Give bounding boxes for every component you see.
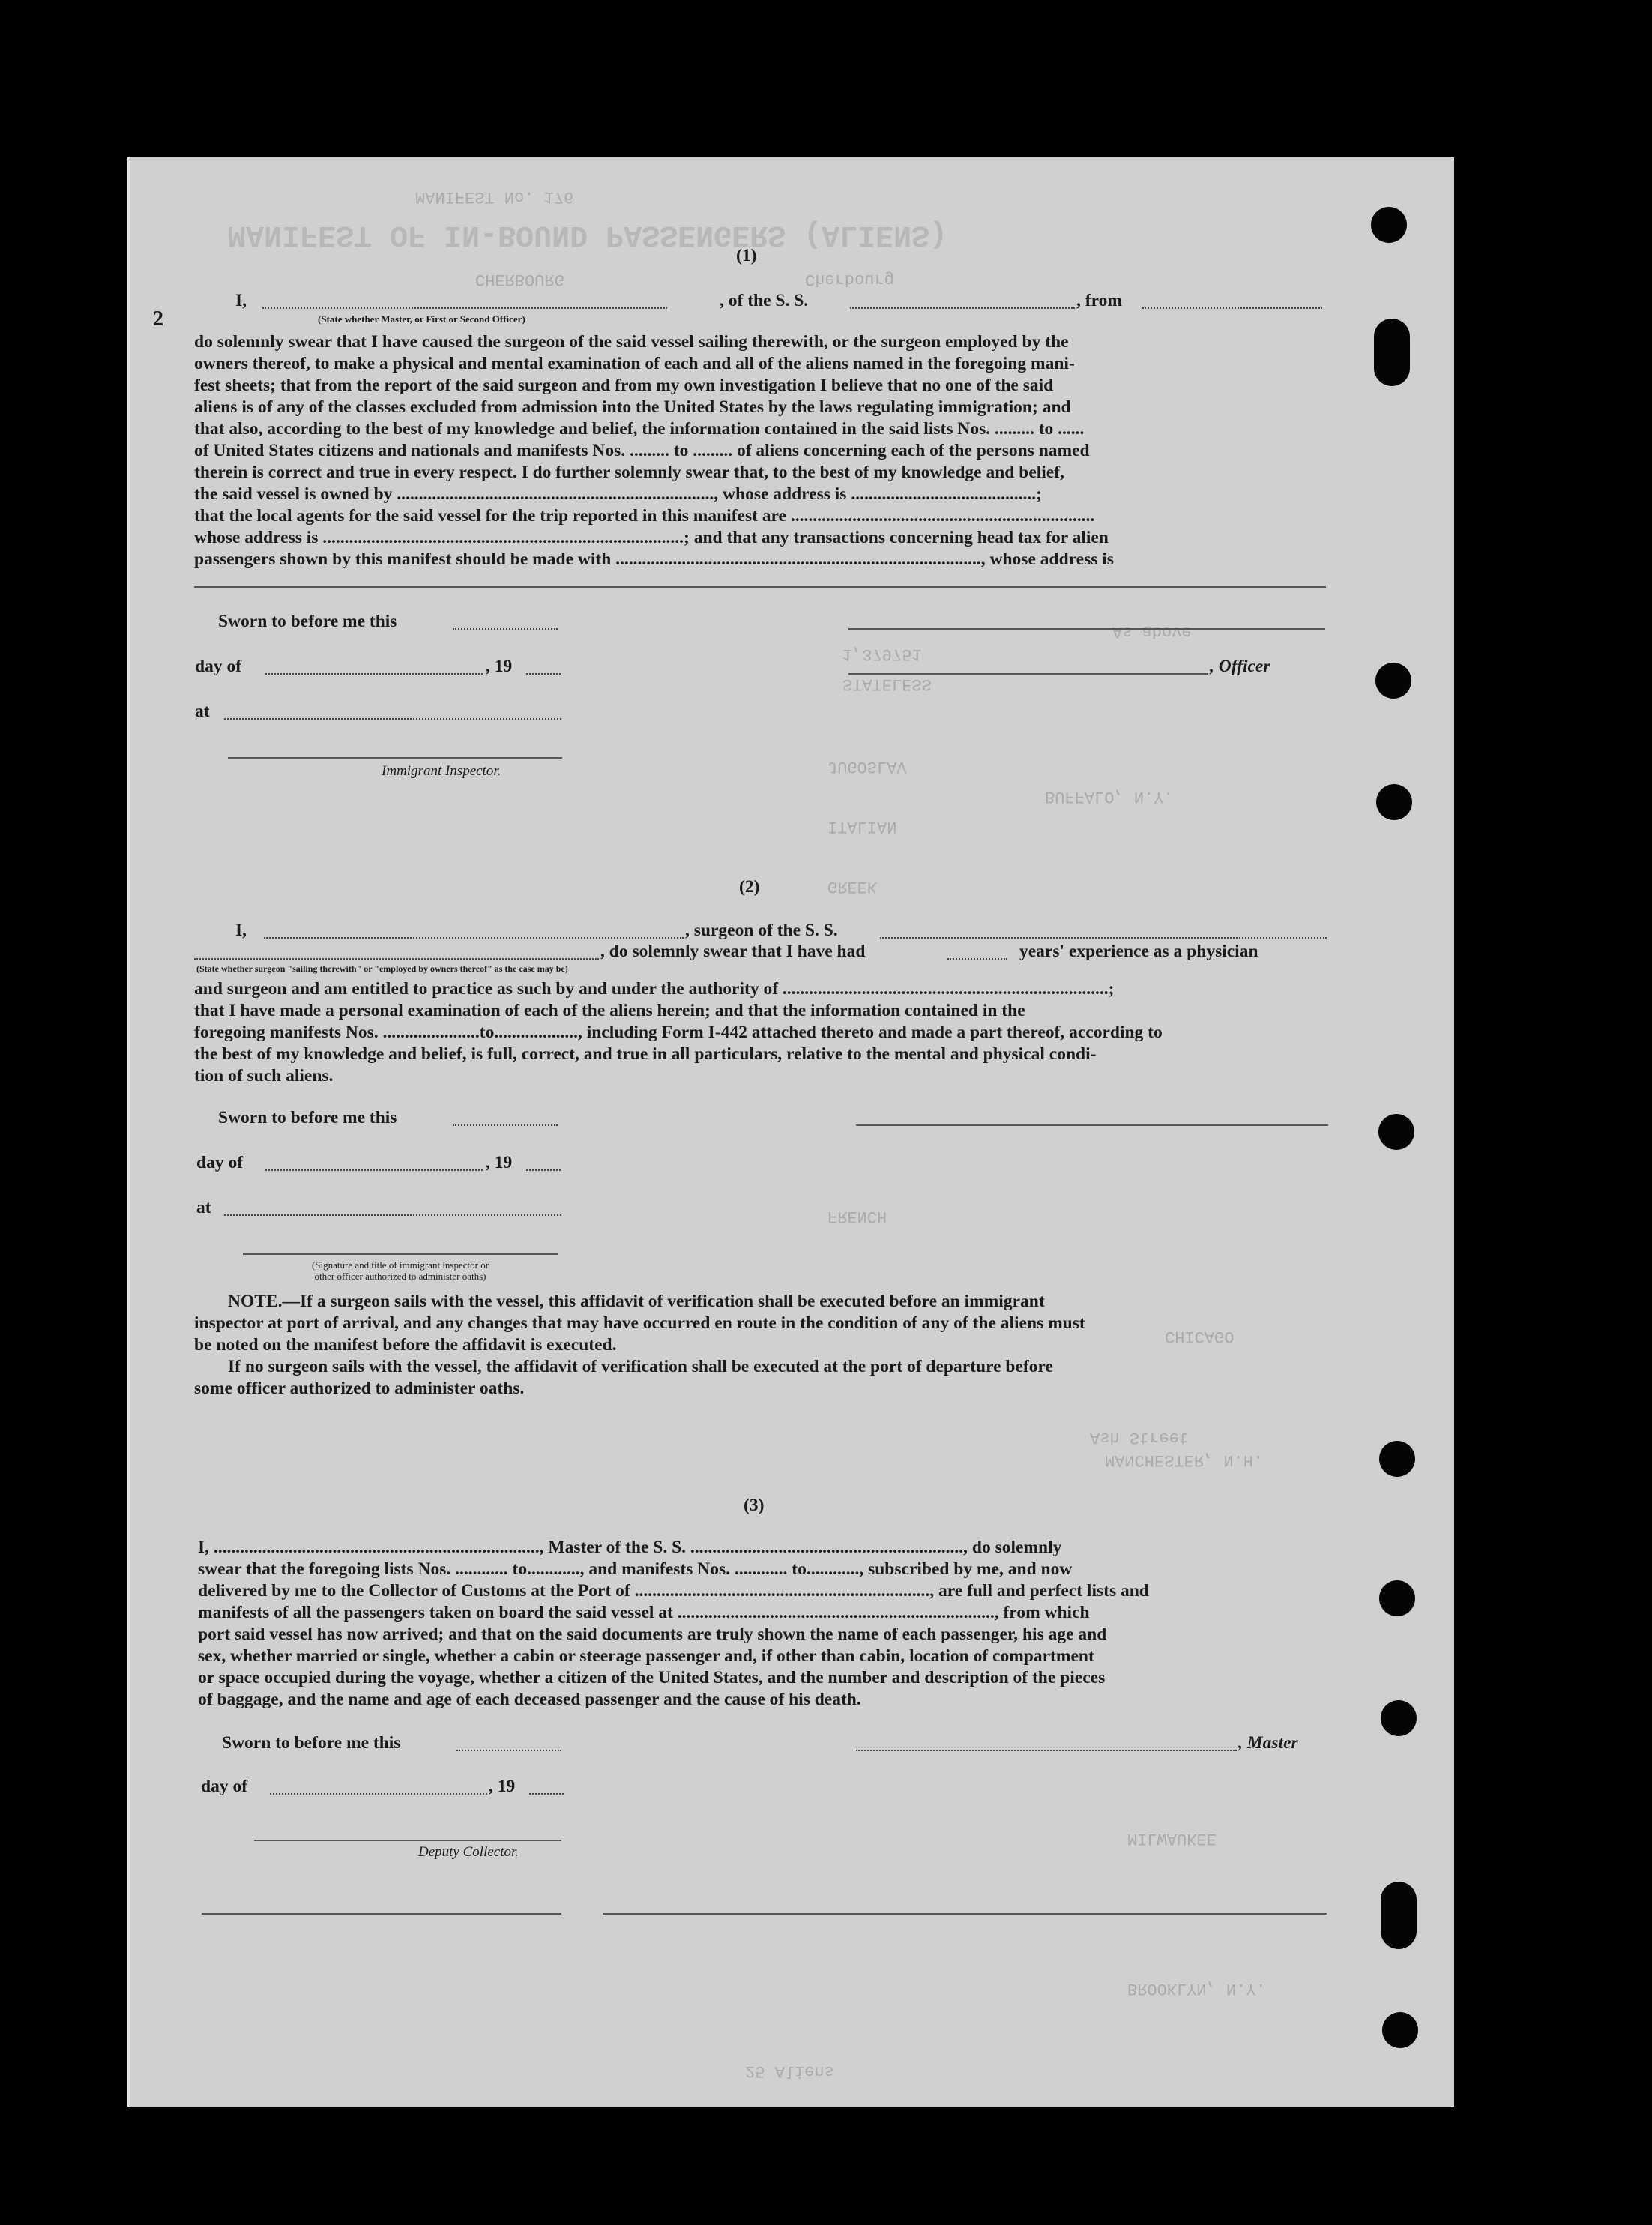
section-number: (1): [736, 246, 757, 265]
section-number: (2): [739, 877, 760, 897]
year-label: , 19: [489, 1777, 516, 1796]
day-of-label: day of: [201, 1777, 248, 1796]
punch-hole: [1375, 663, 1411, 699]
punch-hole: [1379, 1580, 1415, 1616]
fill-line: [224, 1214, 561, 1216]
officer-line: [848, 673, 1208, 675]
bleed-through-text: ITALIAN: [827, 817, 897, 836]
fill-line: [453, 1124, 558, 1126]
bleed-through-text: FRENCH: [827, 1207, 887, 1226]
day-of-label: day of: [195, 657, 242, 676]
oath-i-label: I,: [235, 291, 247, 310]
bleed-through-text: BROOKLYN, N.Y.: [1127, 1979, 1266, 1998]
master-label: , Master: [1238, 1733, 1298, 1753]
sworn-label: Sworn to before me this: [222, 1733, 401, 1753]
bleed-through-text: MILWAUKEE: [1127, 1829, 1217, 1848]
bleed-through-text: 25 Aliens: [745, 2062, 834, 2080]
margin-mark: 2: [153, 307, 163, 331]
manifest-page: [127, 157, 1454, 2107]
fill-line: [529, 1793, 564, 1795]
bleed-through-text: JUGOSLAV: [827, 757, 907, 776]
year-label: , 19: [486, 657, 513, 676]
fill-line: [526, 1169, 561, 1171]
deputy-label: Deputy Collector.: [418, 1844, 519, 1860]
note-paragraph: NOTE.—If a surgeon sails with the vessel, this affidavit of verification shall be executed before an immigrant inspector at port of arrival, and any changes that may have occurred en route in the condition of any of the aliens must be noted on the manifest before the affidavit is executed. If no surgeon sails with the vessel, the affidavit of verification shall be executed at the port of departure before some officer authorized to administer oaths.: [194, 1292, 1085, 1398]
bleed-through-text: BUFFALO, N.Y.: [1045, 787, 1174, 806]
fill-line: [453, 628, 558, 630]
at-label: at: [195, 702, 210, 721]
sworn-label: Sworn to before me this: [218, 612, 397, 631]
surgeon-of-ss-label: , surgeon of the S. S.: [685, 921, 838, 940]
punch-hole: [1378, 1114, 1414, 1150]
fill-line: [264, 937, 684, 939]
bleed-through-text: Cherbourg: [805, 270, 894, 289]
officer-caption: (State whether Master, or First or Second Officer): [318, 313, 525, 325]
section-number: (3): [744, 1496, 765, 1515]
bottom-rule: [202, 1913, 561, 1915]
signature-caption: (Signature and title of immigrant inspector or other officer authorized to administer oaths): [311, 1259, 489, 1282]
fill-line: [265, 673, 483, 675]
fill-line: [224, 718, 561, 720]
address-line: [194, 586, 1326, 588]
bleed-through-text: As above: [1112, 622, 1192, 641]
affidavit-paragraph-3: I, .........................................................................., Master of the S. S. .............................................................., do solemnly swear that the foregoing lists Nos. ............ to............, and manifests Nos. ............ to............, subscribed by me, and now delivered by me to the Collector of Customs at the Port of ..................................................................., are full and perfect lists and manifests of all the passengers taken on board the said vessel at ........................................................................, from which port said vessel has now arrived; and that on the said documents are truly shown the name of each passenger, his age and sex, whether married or single, whether a cabin or steerage passenger and, if other than cabin, location of compartment or space occupied during the voyage, whether a citizen of the United States, and the number and description of the pieces of baggage, and the name and age of each deceased passenger and the cause of his death.: [198, 1538, 1149, 1709]
fill-line: [1142, 307, 1322, 309]
punch-hole: [1376, 784, 1412, 820]
surgeon-i-label: I,: [235, 921, 247, 940]
affidavit-paragraph-2: and surgeon and am entitled to practice as such by and under the authority of ..........................................................................; that I have made a personal examination of each of the aliens herein; and that the information contained in the foregoing manifests Nos. ......................to..................., including Form I-442 attached thereto and made a part thereof, according to the best of my knowledge and belief, is full, correct, and true in all particulars, relative to the mental and physical condi- tion of such aliens.: [194, 979, 1163, 1086]
punch-hole: [1374, 319, 1410, 386]
surgeon-caption: (State whether surgeon "sailing therewith" or "employed by owners thereof" as the case may be): [196, 963, 568, 974]
fill-line: [456, 1750, 561, 1751]
inspector-label: Immigrant Inspector.: [382, 763, 501, 779]
bleed-through-text: 1,379751: [842, 645, 922, 663]
inspector-signature-line: [243, 1253, 558, 1255]
of-ss-label: , of the S. S.: [720, 291, 809, 310]
punch-hole: [1381, 1882, 1417, 1949]
fill-line: [850, 307, 1075, 309]
from-label: , from: [1076, 291, 1122, 310]
bleed-through-text: MANCHESTER, N.H.: [1105, 1451, 1264, 1469]
fill-line: [194, 958, 599, 960]
fill-line: [270, 1793, 487, 1795]
deputy-signature-line: [254, 1840, 561, 1841]
at-label: at: [196, 1198, 211, 1217]
bleed-through-text: MANIFEST No. 176: [415, 187, 574, 206]
surgeon-signature-line: [856, 1124, 1328, 1126]
punch-hole: [1381, 1700, 1417, 1736]
officer-signature-line: [848, 628, 1325, 630]
punch-hole: [1371, 207, 1407, 243]
officer-label: , Officer: [1210, 657, 1270, 676]
bleed-through-text: CHICAGO: [1165, 1327, 1235, 1346]
fill-line: [526, 673, 561, 675]
punch-hole: [1382, 2012, 1418, 2048]
bottom-rule: [603, 1913, 1327, 1915]
fill-line: [262, 307, 667, 309]
fill-line: [947, 958, 1007, 960]
sworn-label: Sworn to before me this: [218, 1108, 397, 1127]
bleed-through-text: Ash Street: [1090, 1428, 1190, 1447]
fill-line: [880, 937, 1327, 939]
day-of-label: day of: [196, 1153, 244, 1172]
bleed-through-text: GREEK: [827, 877, 878, 896]
master-signature-line: [856, 1750, 1237, 1751]
fill-line: [265, 1169, 483, 1171]
swear-label: , do solemnly swear that I have had: [600, 942, 866, 961]
bleed-through-heading: MANIFEST OF IN-BOUND PASSENGERS (ALIENS): [228, 217, 948, 251]
bleed-through-text: STATELESS: [842, 675, 932, 693]
year-label: , 19: [486, 1153, 513, 1172]
affidavit-paragraph-1: do solemnly swear that I have caused the surgeon of the said vessel sailing therewith, or the surgeon employed by the owners thereof, to make a physical and mental examination of each and all of the aliens named in the foregoing mani- fest sheets; that from the report of the said surgeon and from my own investigation I believe that no one of the said aliens is of any of the classes excluded from admission into the United States by the laws regulating immigration; and that also, according to the best of my knowledge and belief, the information contained in the said lists Nos. ......... to ...... of United States citizens and nationals and manifests Nos. ......... to ......... of aliens concerning each of the persons named therein is correct and true in every respect. I do further solemnly swear that, to the best of my knowledge and belief, the said vessel is owned by ........................................................................, whose address is ..........................................; that the local agents for the said vessel for the trip reported in this manifest are ..................................................................... whose address is ..................................................................................; and that any transactions concerning head tax for alien passengers shown by this manifest should be made with ..................................................................................., whose address is: [194, 332, 1114, 569]
inspector-line: [228, 757, 562, 759]
years-label: years' experience as a physician: [1019, 942, 1258, 961]
bleed-through-text: CHERBOURG: [475, 270, 564, 289]
punch-hole: [1379, 1441, 1415, 1477]
